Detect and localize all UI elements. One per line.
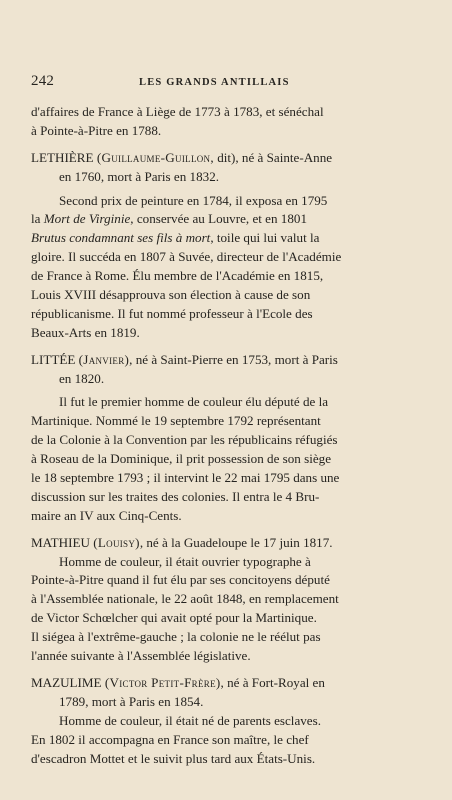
text-line: Brutus condamnant ses fils à mort, toile qui lui valut la bbox=[31, 230, 320, 246]
entry-heading: MATHIEU (Louisy), né à la Guadeloupe le 17 juin 1817. bbox=[31, 534, 333, 550]
text-line: républicanisme. Il fut nommé professeur à l'Ecole des bbox=[31, 305, 313, 321]
text-line: maire an IV aux Cinq-Cents. bbox=[31, 507, 182, 523]
work-title: Mort de Virginie bbox=[43, 211, 131, 227]
text-line: de France à Rome. Élu membre de l'Académie en 1815, bbox=[31, 268, 324, 284]
text-line: Il fut le premier homme de couleur élu député de la bbox=[59, 394, 329, 410]
entry-littee bbox=[31, 351, 417, 526]
entry-heading: LITTÉE (Janvier), né à Saint-Pierre en 1753, mort à Paris bbox=[31, 351, 338, 367]
text-line: Il siégea à l'extrême-gauche ; la colonie ne le réélut pas bbox=[31, 629, 321, 645]
text-line: Martinique. Nommé le 19 septembre 1792 représentant bbox=[31, 413, 321, 429]
text-line: Homme de couleur, il était ouvrier typographe à bbox=[59, 553, 311, 569]
text-line: Pointe-à-Pitre quand il fut élu par ses concitoyens député bbox=[31, 572, 330, 588]
entry-name: MAZULIME bbox=[31, 674, 102, 690]
entry-name: LITTÉE bbox=[31, 351, 76, 367]
text-line: Second prix de peinture en 1784, il exposa en 1795 bbox=[59, 192, 328, 208]
text-line: en 1820. bbox=[59, 370, 105, 386]
text-line: l'année suivante à l'Assemblée législative. bbox=[31, 648, 251, 664]
text-line: à Roseau de la Dominique, il prit possession de son siège bbox=[31, 451, 332, 467]
text-line: 1789, mort à Paris en 1854. bbox=[59, 693, 204, 709]
text-line: Louis XVIII désapprouva son élection à cause de son bbox=[31, 287, 311, 303]
page-header bbox=[31, 73, 417, 91]
text-line: à l'Assemblée nationale, le 22 août 1848, en remplacement bbox=[31, 591, 339, 607]
text-line: d'affaires de France à Liège de 1773 à 1783, et sénéchal bbox=[31, 104, 324, 119]
entry-given-name: (Janvier) bbox=[78, 351, 130, 367]
entry-given-name: (Louisy) bbox=[93, 534, 140, 550]
text-line: En 1802 il accompagna en France son maître, le chef bbox=[31, 731, 309, 747]
entry-name: LETHIÈRE bbox=[31, 149, 94, 165]
work-title: Brutus condamnant ses fils à mort bbox=[31, 230, 211, 246]
page-number: 242 bbox=[31, 73, 55, 89]
text-line: de la Colonie à la Convention par les républicains réfugiés bbox=[31, 432, 338, 448]
running-title: LES GRANDS ANTILLAIS bbox=[139, 77, 290, 88]
text-line: à Pointe-à-Pitre en 1788. bbox=[31, 122, 162, 138]
entry-heading: MAZULIME (Victor Petit-Frère), né à Fort-Royal en bbox=[31, 674, 325, 690]
entry-name: MATHIEU bbox=[31, 534, 90, 550]
text-line: en 1760, mort à Paris en 1832. bbox=[59, 168, 220, 184]
entry-mazulime bbox=[31, 674, 417, 768]
body-text bbox=[31, 103, 417, 768]
text-line: Homme de couleur, il était né de parents esclaves. bbox=[59, 712, 321, 728]
entry-given-name: (Victor Petit-Frère) bbox=[104, 674, 221, 690]
text-line: de Victor Schœlcher qui avait opté pour la Martinique. bbox=[31, 610, 317, 626]
text-line: gloire. Il succéda en 1807 à Suvée, directeur de l'Académie bbox=[31, 249, 342, 265]
text-line: discussion sur les traites des colonies. Il entra le 4 Bru- bbox=[31, 488, 320, 504]
text-line: le 18 septembre 1793 ; il intervint le 22 mai 1795 dans une bbox=[31, 470, 340, 486]
text-line: la Mort de Virginie, conservée au Louvre, et en 1801 bbox=[31, 211, 307, 227]
entry-mathieu bbox=[31, 534, 417, 666]
entry-lethiere bbox=[31, 149, 417, 343]
entry-given-name: (Guillaume-Guillon, bbox=[96, 149, 214, 165]
text-line: Beaux-Arts en 1819. bbox=[31, 324, 140, 340]
text-line: d'escadron Mottet et le suivit plus tard aux États-Unis. bbox=[31, 750, 316, 766]
entry-heading: LETHIÈRE (Guillaume-Guillon, dit), né à Sainte-Anne bbox=[31, 149, 333, 165]
